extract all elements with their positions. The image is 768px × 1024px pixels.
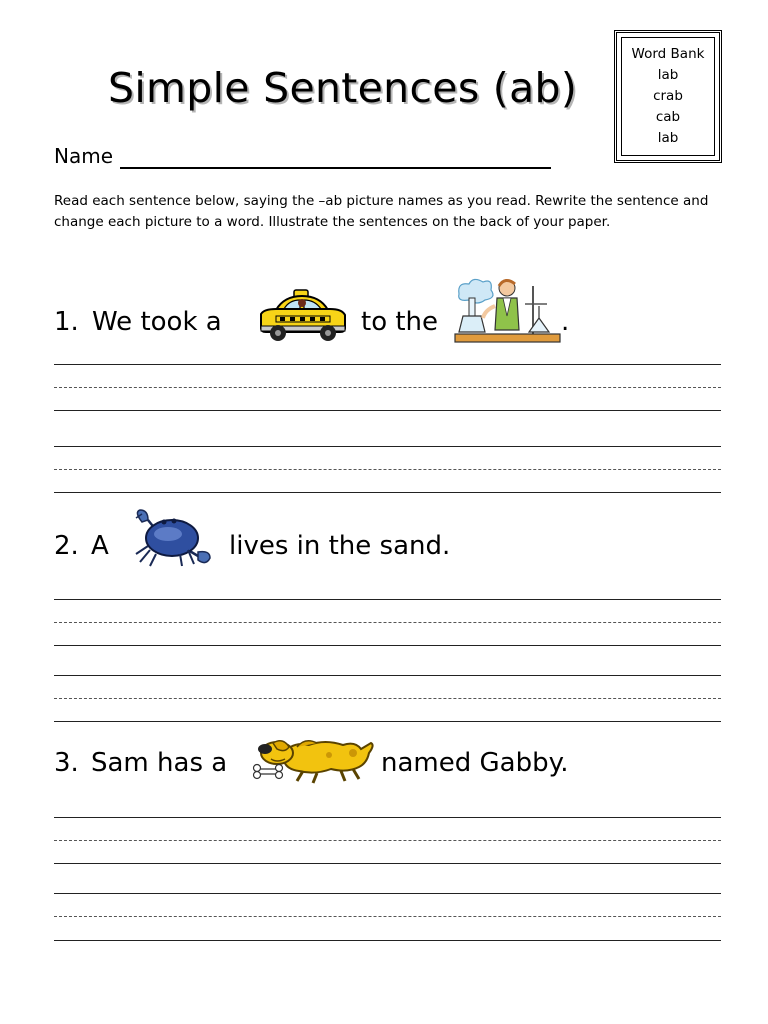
writing-line-bottom[interactable]	[54, 645, 721, 646]
sentence-2-text-part1: A	[91, 531, 109, 561]
writing-line-middle[interactable]	[54, 698, 721, 699]
word-bank-word: lab	[657, 130, 679, 146]
writing-line-middle[interactable]	[54, 840, 721, 841]
writing-line-middle[interactable]	[54, 622, 721, 623]
sentence-2-number: 2.	[54, 531, 79, 561]
sentence-1-end-punctuation: .	[561, 307, 570, 337]
writing-line-bottom[interactable]	[54, 410, 721, 411]
name-label: Name	[54, 144, 114, 168]
writing-line-top[interactable]	[54, 364, 721, 365]
sentence-1-text-part1: We took a	[92, 307, 222, 337]
sentence-3-text-part2: named Gabby.	[381, 748, 569, 778]
writing-line-bottom[interactable]	[54, 492, 721, 493]
crab-picture	[128, 508, 214, 570]
writing-line-top[interactable]	[54, 446, 721, 447]
sentence-1-number: 1.	[54, 307, 79, 337]
word-bank-word: crab	[653, 88, 683, 104]
writing-line-middle[interactable]	[54, 916, 721, 917]
word-bank-word: cab	[655, 109, 681, 125]
sentence-1-text-part2: to the	[361, 307, 439, 337]
sentence-2-text-part2: lives in the sand.	[229, 531, 451, 561]
writing-line-bottom[interactable]	[54, 863, 721, 864]
page-title: Simple Sentences (ab)	[108, 64, 578, 112]
word-bank-heading: Word Bank	[631, 46, 705, 62]
sentence-3-number: 3.	[54, 748, 79, 778]
sentence-3-text-part1: Sam has a	[91, 748, 228, 778]
writing-line-top[interactable]	[54, 675, 721, 676]
word-bank-word: lab	[657, 67, 679, 83]
writing-line-top[interactable]	[54, 599, 721, 600]
dog-lab-picture	[243, 733, 378, 785]
writing-line-top[interactable]	[54, 893, 721, 894]
word-bank	[614, 30, 722, 163]
writing-line-middle[interactable]	[54, 469, 721, 470]
name-line[interactable]	[120, 167, 551, 169]
writing-line-bottom[interactable]	[54, 940, 721, 941]
science-lab-picture	[455, 276, 560, 344]
writing-line-bottom[interactable]	[54, 721, 721, 722]
instructions-text: Read each sentence below, saying the –ab picture names as you read. Rewrite the sentence and change each picture to a word. Illustrate the sentences on the back of your paper.	[54, 193, 709, 230]
taxi-cab-picture	[258, 288, 348, 344]
writing-line-top[interactable]	[54, 817, 721, 818]
writing-line-middle[interactable]	[54, 387, 721, 388]
